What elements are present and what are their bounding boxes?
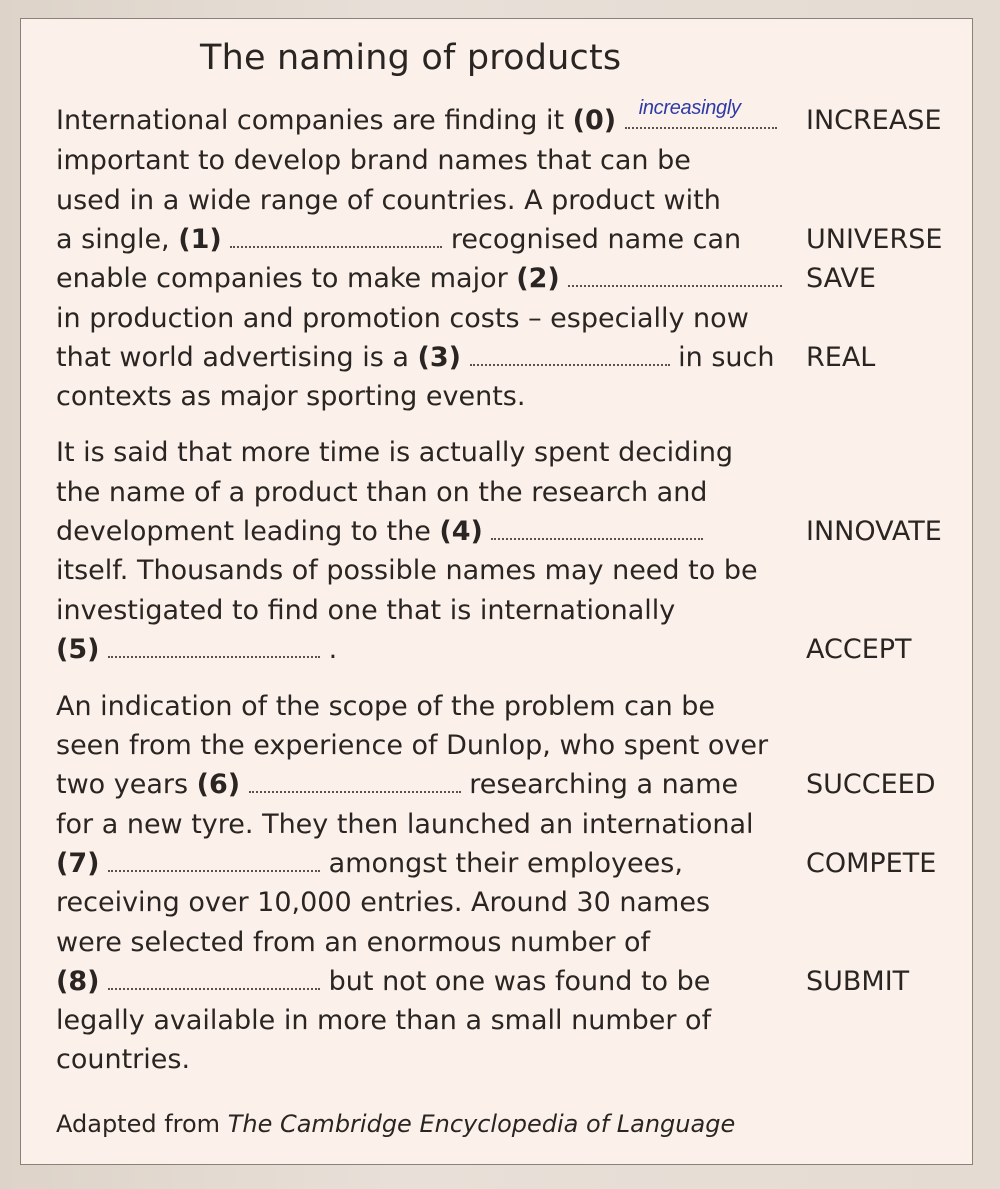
stem-word: SAVE bbox=[806, 263, 876, 294]
text-line: that world advertising is a (3) in such bbox=[56, 342, 775, 373]
text-line: (7) amongst their employees, bbox=[56, 848, 683, 879]
text-line: (8) but not one was found to be bbox=[56, 966, 711, 997]
example-answer bbox=[625, 97, 777, 129]
text-line: development leading to the (4) bbox=[56, 515, 703, 549]
text-line: (5) . bbox=[56, 634, 338, 665]
example-answer-text: increasingly bbox=[638, 97, 741, 119]
text-line: important to develop brand names that can be bbox=[56, 145, 691, 176]
page-title: The naming of products bbox=[200, 38, 622, 78]
answer-gap-3[interactable] bbox=[470, 342, 670, 366]
answer-gap-1[interactable] bbox=[230, 224, 442, 248]
stem-word: COMPETE bbox=[806, 848, 937, 879]
gap-number-7: (7) bbox=[56, 848, 100, 879]
answer-gap-8[interactable] bbox=[108, 966, 320, 990]
text-line: a single, (1) recognised name can bbox=[56, 224, 742, 255]
gap-number-4: (4) bbox=[439, 516, 483, 547]
stem-word: REAL bbox=[806, 342, 876, 373]
answer-gap-7[interactable] bbox=[108, 848, 320, 872]
text-line: the name of a product than on the research and bbox=[56, 477, 708, 508]
text-line: An indication of the scope of the problem can be bbox=[56, 691, 716, 722]
gap-number-2: (2) bbox=[516, 263, 560, 294]
text-line: used in a wide range of countries. A product with bbox=[56, 185, 721, 216]
stem-word: INNOVATE bbox=[806, 516, 942, 547]
text-line: investigated to find one that is internationally bbox=[56, 595, 676, 626]
text-line: seen from the experience of Dunlop, who spent over bbox=[56, 730, 769, 761]
gap-number-3: (3) bbox=[417, 342, 461, 373]
answer-gap-4[interactable] bbox=[491, 516, 703, 540]
text-line: were selected from an enormous number of bbox=[56, 927, 651, 958]
stem-word: SUBMIT bbox=[806, 966, 910, 997]
stem-word: INCREASE bbox=[806, 105, 942, 136]
answer-gap-5[interactable] bbox=[108, 634, 320, 658]
text-line: International companies are finding it (0) increasingly bbox=[56, 104, 777, 138]
text-line: countries. bbox=[56, 1044, 191, 1075]
gap-number-0: (0) bbox=[572, 105, 617, 136]
stem-word: ACCEPT bbox=[806, 634, 912, 665]
gap-number-6: (6) bbox=[196, 769, 241, 800]
text-line: two years (6) researching a name bbox=[56, 769, 739, 800]
gap-number-8: (8) bbox=[56, 966, 100, 997]
text-line: legally available in more than a small number of bbox=[56, 1005, 712, 1036]
text-line: It is said that more time is actually spent deciding bbox=[56, 437, 734, 468]
stem-word: SUCCEED bbox=[806, 769, 936, 800]
gap-number-5: (5) bbox=[56, 634, 100, 665]
text-line: itself. Thousands of possible names may need to be bbox=[56, 555, 758, 586]
text-line: enable companies to make major (2) bbox=[56, 262, 782, 296]
gap-number-1: (1) bbox=[178, 224, 222, 255]
text-line: contexts as major sporting events. bbox=[56, 381, 526, 412]
text-line: receiving over 10,000 entries. Around 30 names bbox=[56, 887, 711, 918]
source-citation: Adapted from The Cambridge Encyclopedia of Language bbox=[56, 1110, 736, 1138]
source-book-title: The Cambridge Encyclopedia of Language bbox=[227, 1110, 736, 1138]
stem-word: UNIVERSE bbox=[806, 224, 943, 255]
text-line: for a new tyre. They then launched an international bbox=[56, 809, 754, 840]
answer-gap-6[interactable] bbox=[249, 769, 461, 793]
answer-gap-2[interactable] bbox=[568, 263, 782, 287]
text-line: in production and promotion costs – especially now bbox=[56, 303, 749, 334]
